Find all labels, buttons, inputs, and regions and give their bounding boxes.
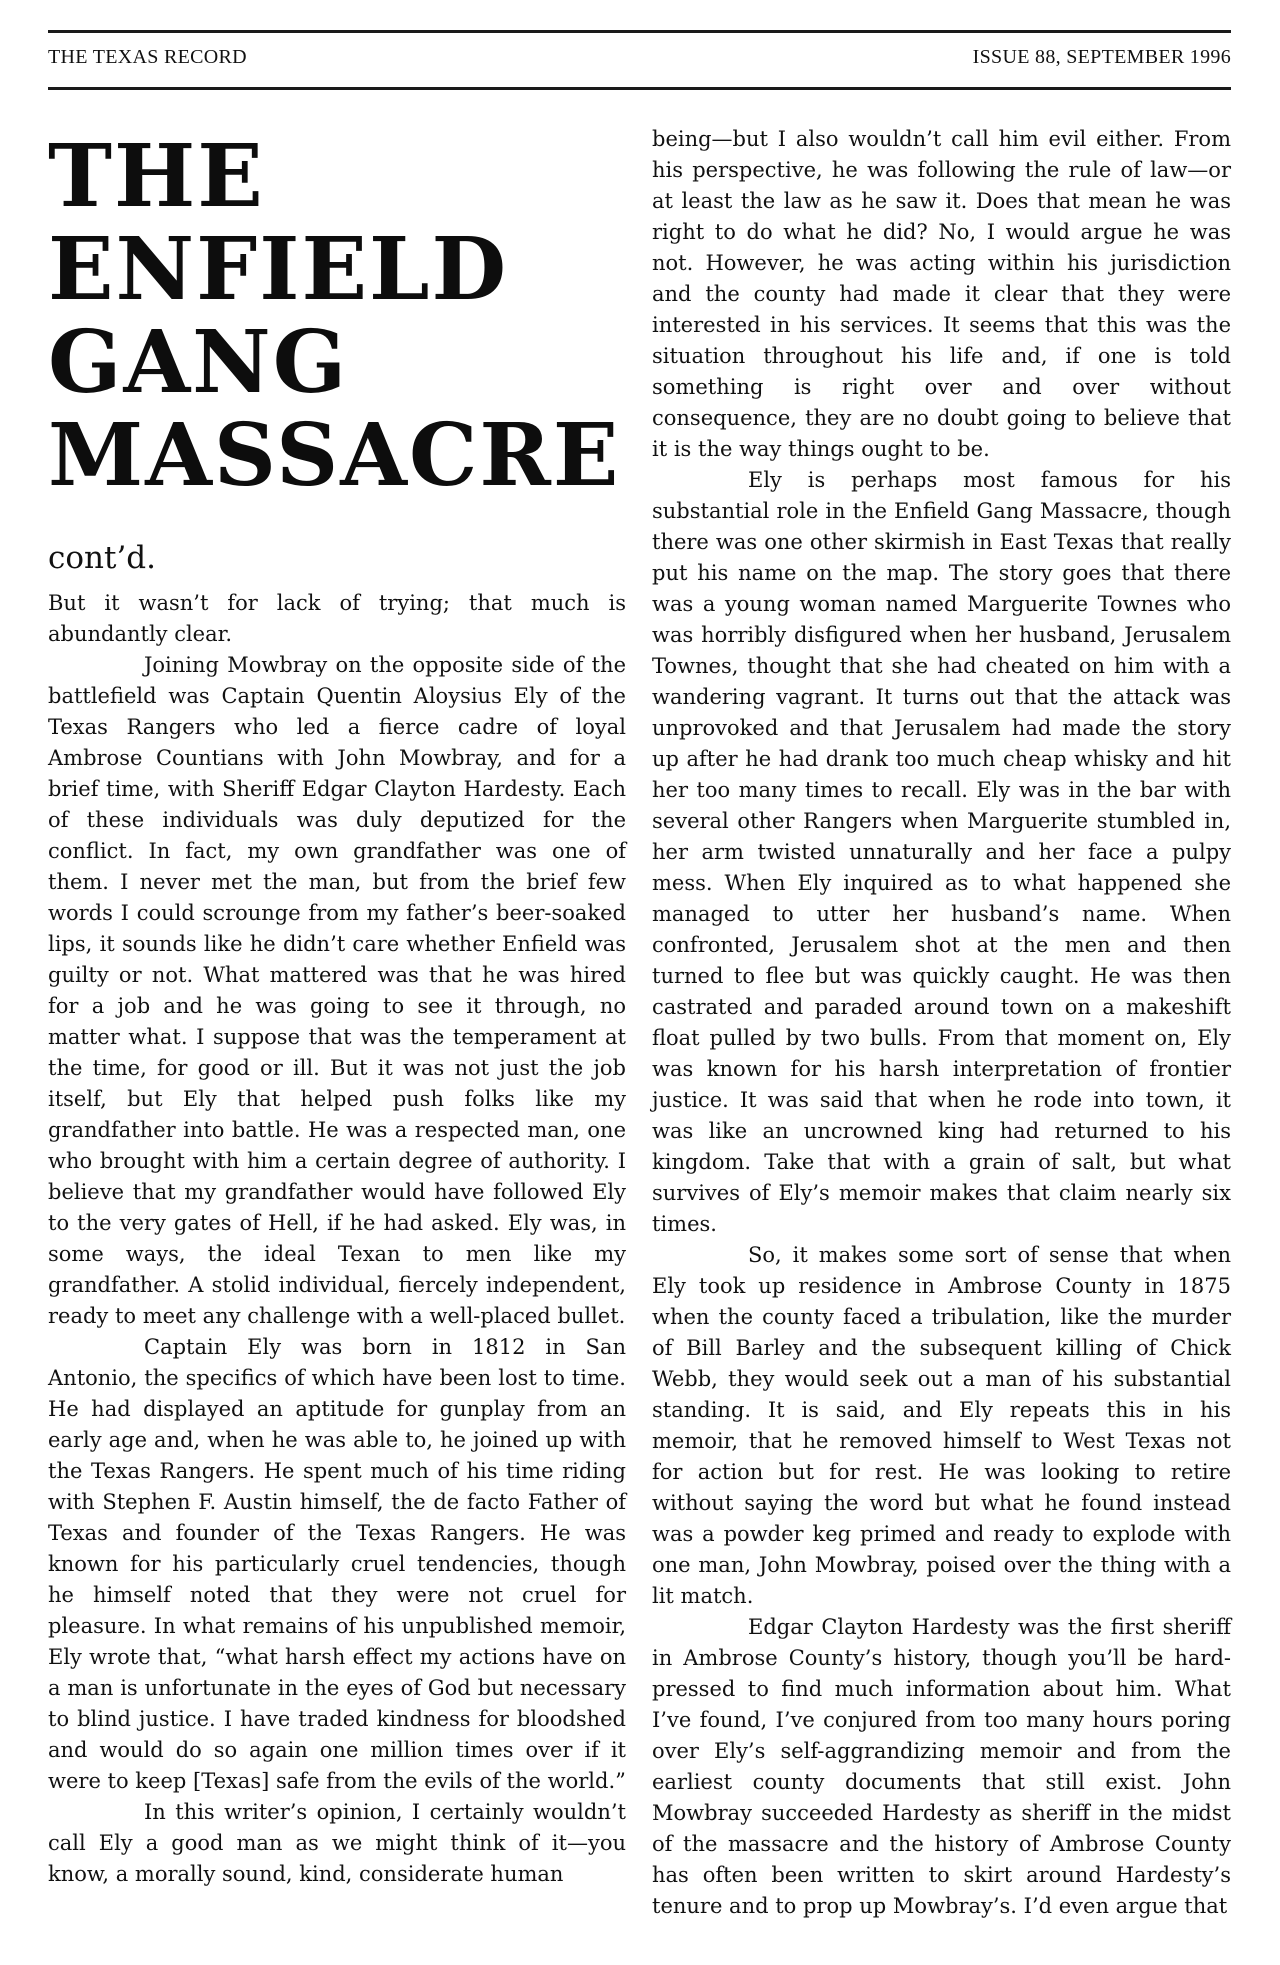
paragraph: In this writer’s opinion, I certainly wouldn’t call Ely a good man as we might think of it—you know, a morally sound, kind, considerate human <box>48 1800 626 1886</box>
masthead-rule <box>48 87 1231 90</box>
title-line: THE <box>48 126 265 227</box>
paragraph: Edgar Clayton Hardesty was the first sheriff in Ambrose County’s history, though you’ll be hard-pressed to find much information about him. What I’ve found, I’ve conjured from too many hours poring over Ely’s self-aggrandizing memoir and from the earliest county documents that still exist. John Mowbray succeeded Hardesty as sheriff in the midst of the massacre and the history of Ambrose County has often been written to skirt around Hardesty’s tenure and to prop up Mowbray’s. I’d even argue that <box>652 1615 1231 1918</box>
paragraph: Ely is perhaps most famous for his substantial role in the Enfield Gang Massacre, though there was one other skirmish in East Texas that really put his name on the map. The story goes that there was a young woman named Marguerite Townes who was horribly disfigured when her husband, Jerusalem Townes, thought that she had cheated on him with a wandering vagrant. It turns out that the attack was unprovoked and that Jerusalem had made the story up after he had drank too much cheap whisky and hit her too many times to recall. Ely was in the bar with several other Rangers when Marguerite stumbled in, her arm twisted unnaturally and her face a pulpy mess. When Ely inquired as to what happened she managed to utter her husband’s name. When confronted, Jerusalem shot at the men and then turned to flee but was quickly caught. He was then castrated and paraded around town on a makeshift float pulled by two bulls. From that moment on, Ely was known for his harsh interpretation of frontier justice. It was said that when he rode into town, it was like an uncrowned king had returned to his kingdom. Take that with a grain of salt, but what survives of Ely’s memoir makes that claim nearly six times. <box>652 468 1231 1236</box>
continued-label: cont’d. <box>48 540 157 576</box>
title-line: ENFIELD <box>48 219 509 320</box>
right-body <box>652 124 1231 1922</box>
issue-date: ISSUE 88, SEPTEMBER 1996 <box>972 46 1231 68</box>
paragraph: So, it makes some sort of sense that when Ely took up residence in Ambrose County in 1875 when the county faced a tribulation, like the murder of Bill Barley and the subsequent killing of Chick Webb, they would seek out a man of his substantial standing. It is said, and Ely repeats this in his memoir, that he removed himself to West Texas not for action but for rest. He was looking to retire without saying the word but what he found instead was a powder keg primed and ready to explode with one man, John Mowbray, poised over the thing with a lit match. <box>652 1243 1231 1608</box>
left-body <box>48 588 626 1890</box>
publication-name: THE TEXAS RECORD <box>48 46 247 68</box>
title-line: GANG <box>48 312 349 413</box>
paragraph: But it wasn’t for lack of trying; that much is abundantly clear. <box>48 591 626 646</box>
paragraph: being—but I also wouldn’t call him evil either. From his perspective, he was following the rule of law—or at least the law as he saw it. Does that mean he was right to do what he did? No, I would argue he was not. However, he was acting within his jurisdiction and the county had made it clear that they were interested in his services. It seems that this was the situation throughout his life and, if one is told something is right over and over without consequence, they are no doubt going to believe that it is the way things ought to be. <box>652 127 1231 461</box>
top-rule <box>48 30 1231 33</box>
article-title <box>48 126 626 506</box>
right-column <box>652 124 1231 1922</box>
paragraph: Joining Mowbray on the opposite side of the battlefield was Captain Quentin Aloysius Ely of the Texas Rangers who led a fierce cadre of loyal Ambrose Countians with John Mowbray, and for a brief time, with Sheriff Edgar Clayton Hardesty. Each of these individuals was duly deputized for the conflict. In fact, my own grandfather was one of them. I never met the man, but from the brief few words I could scrounge from my father’s beer-soaked lips, it sounds like he didn’t care whether Enfield was guilty or not. What mattered was that he was hired for a job and he was going to see it through, no matter what. I suppose that was the temperament at the time, for good or ill. But it was not just the job itself, but Ely that helped push folks like my grandfather into battle. He was a respected man, one who brought with him a certain degree of authority. I believe that my grandfather would have followed Ely to the very gates of Hell, if he had asked. Ely was, in some ways, the ideal Texan to men like my grandfather. A stolid individual, fiercely independent, ready to meet any challenge with a well-placed bullet. <box>48 653 626 1328</box>
masthead <box>48 46 1231 76</box>
title-line: MASSACRE <box>48 405 621 506</box>
left-column <box>48 124 626 1890</box>
paragraph: Captain Ely was born in 1812 in San Antonio, the specifics of which have been lost to time. He had displayed an aptitude for gunplay from an early age and, when he was able to, he joined up with the Texas Rangers. He spent much of his time riding with Stephen F. Austin himself, the de facto Father of Texas and founder of the Texas Rangers. He was known for his particularly cruel tendencies, though he himself noted that they were not cruel for pleasure. In what remains of his unpublished memoir, Ely wrote that, “what harsh effect my actions have on a man is unfortunate in the eyes of God but necessary to blind justice. I have traded kindness for bloodshed and would do so again one million times over if it were to keep [Texas] safe from the evils of the world.” <box>48 1335 626 1793</box>
